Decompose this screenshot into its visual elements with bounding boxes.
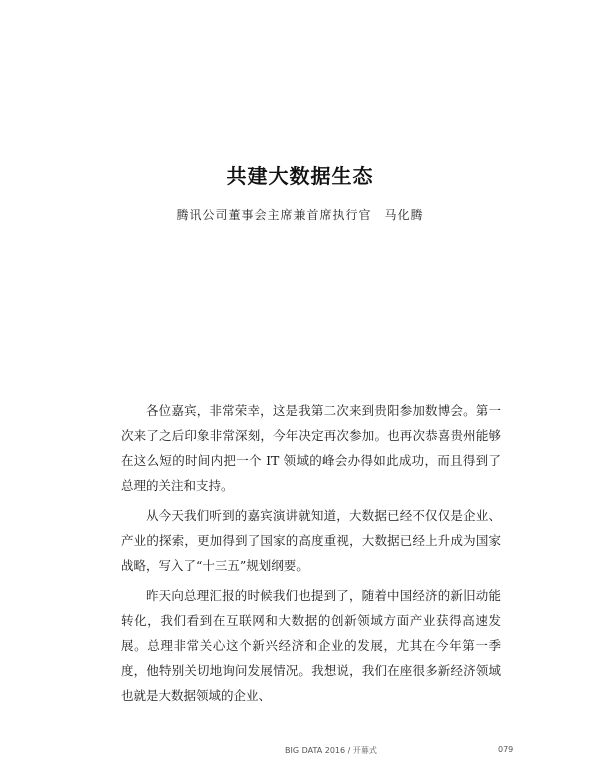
footer-source: BIG DATA 2016 / 开幕式 bbox=[285, 746, 377, 755]
paragraph-1: 各位嘉宾，非常荣幸，这是我第二次来到贵阳参加数博会。第一次来了之后印象非常深刻，今年决定再次参加。也再次恭喜贵州能够在这么短的时间内把一个 IT 领域的峰会办得如此成功，而且得到了总理的关注和支持。 bbox=[121, 403, 501, 493]
article-body bbox=[121, 398, 501, 713]
paragraph-3: 昨天向总理汇报的时候我们也提到了，随着中国经济的新旧动能转化，我们看到在互联网和大数据的创新领域方面产业获得高速发展。总理非常关心这个新兴经济和企业的发展，尤其在今年第一季度，他特别关切地询问发展情况。我想说，我们在座很多新经济领域也就是大数据领域的企业、 bbox=[121, 588, 501, 703]
page-number: 079 bbox=[498, 745, 514, 754]
article-byline: 腾讯公司董事会主席兼首席执行官 马化腾 bbox=[176, 208, 424, 222]
paragraph-2: 从今天我们听到的嘉宾演讲就知道，大数据已经不仅仅是企业、产业的探索，更加得到了国家的高度重视，大数据已经上升成为国家战略，写入了“十三五”规划纲要。 bbox=[121, 508, 501, 573]
article-title: 共建大数据生态 bbox=[226, 164, 374, 188]
page-footer bbox=[0, 743, 600, 759]
